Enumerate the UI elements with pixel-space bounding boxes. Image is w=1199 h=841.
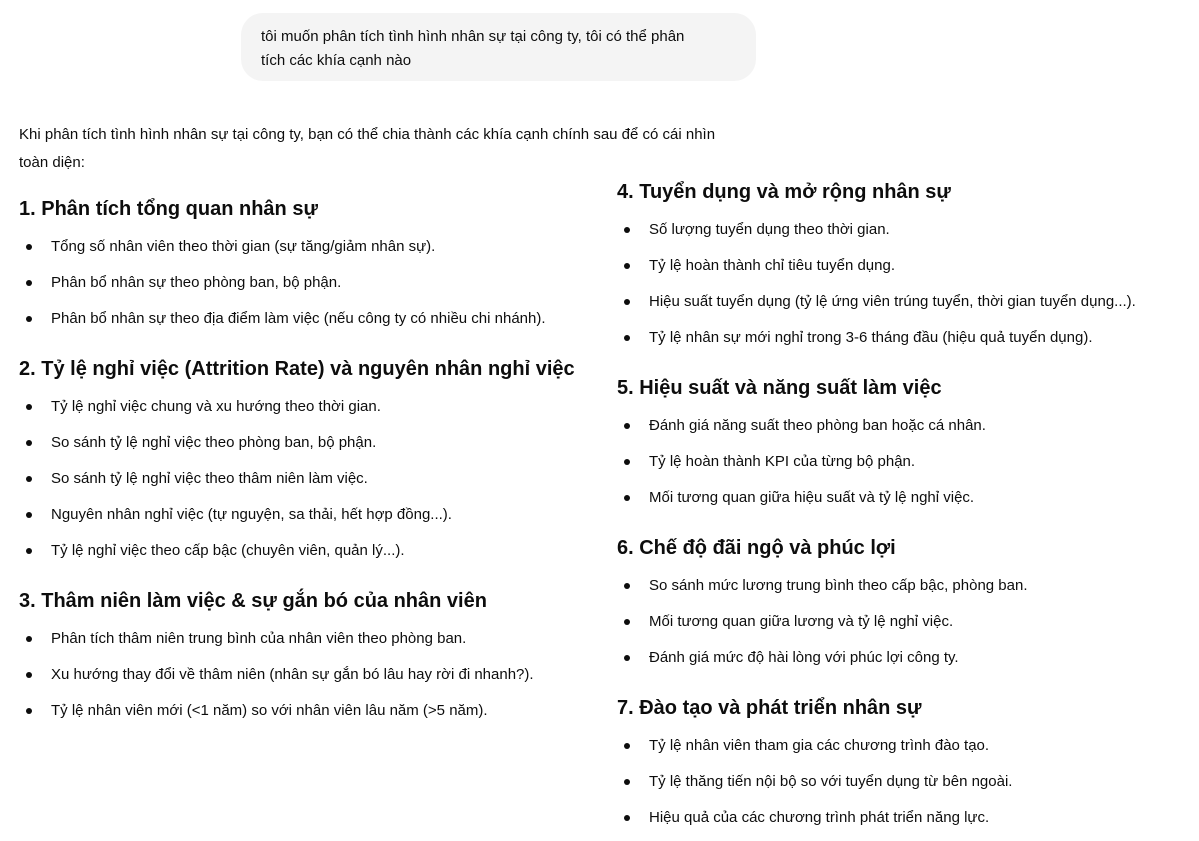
list-item-text: Tỷ lệ nhân sự mới nghỉ trong 3-6 tháng đầu (hiệu quả tuyển dụng). (649, 329, 1093, 346)
bullet-list (617, 728, 1012, 836)
list-item-text: Tỷ lệ nhân viên tham gia các chương trình đào tạo. (649, 737, 990, 754)
list-item (617, 408, 986, 444)
list-item-text: So sánh mức lương trung bình theo cấp bậc, phòng ban. (649, 577, 1028, 594)
bullet-icon (26, 280, 32, 286)
section-heading: 3. Thâm niên làm việc & sự gắn bó của nhân viên (19, 590, 487, 612)
bullet-icon (26, 476, 32, 482)
bullet-icon (624, 619, 630, 625)
list-item (19, 229, 546, 265)
section-heading: 4. Tuyển dụng và mở rộng nhân sự (617, 181, 951, 203)
bullet-icon (26, 316, 32, 322)
list-item-text: Hiệu quả của các chương trình phát triển năng lực. (649, 809, 990, 826)
section-benefits (617, 535, 1028, 676)
list-item (19, 461, 575, 497)
section-performance (617, 375, 986, 516)
bullet-list (617, 568, 1028, 676)
intro-line: toàn diện: (19, 154, 85, 171)
list-item (19, 425, 575, 461)
list-item (617, 480, 986, 516)
list-item (19, 265, 546, 301)
list-item (617, 248, 1136, 284)
user-message-line: tôi muốn phân tích tình hình nhân sự tại công ty, tôi có thể phân (261, 28, 685, 45)
list-item (617, 212, 1136, 248)
section-heading: 6. Chế độ đãi ngộ và phúc lợi (617, 537, 896, 559)
bullet-icon (26, 548, 32, 554)
response-intro (19, 121, 779, 177)
bullet-icon (624, 459, 630, 465)
list-item-text: So sánh tỷ lệ nghỉ việc theo phòng ban, bộ phận. (51, 434, 377, 451)
bullet-icon (26, 404, 32, 410)
user-message-line: tích các khía cạnh nào (261, 52, 412, 69)
list-item-text: Phân bổ nhân sự theo phòng ban, bộ phận. (51, 274, 342, 291)
bullet-list (617, 408, 986, 516)
bullet-icon (624, 779, 630, 785)
bullet-icon (26, 512, 32, 518)
list-item (19, 693, 534, 729)
bullet-list (19, 229, 546, 337)
list-item-text: Tỷ lệ hoàn thành chỉ tiêu tuyển dụng. (649, 257, 896, 274)
list-item-text: Mối tương quan giữa hiệu suất và tỷ lệ nghỉ việc. (649, 489, 975, 506)
list-item (617, 444, 986, 480)
list-item (19, 533, 575, 569)
bullet-icon (624, 227, 630, 233)
section-attrition (19, 356, 575, 569)
list-item-text: Hiệu suất tuyển dụng (tỷ lệ ứng viên trúng tuyển, thời gian tuyển dụng...). (649, 293, 1136, 310)
section-heading: 7. Đào tạo và phát triển nhân sự (617, 697, 922, 719)
intro-line: Khi phân tích tình hình nhân sự tại công ty, bạn có thể chia thành các khía cạnh chính sau để có cái nhìn (19, 126, 716, 143)
bullet-icon (624, 495, 630, 501)
bullet-list (19, 621, 534, 729)
list-item-text: Mối tương quan giữa lương và tỷ lệ nghỉ việc. (649, 613, 954, 630)
section-training (617, 695, 1012, 836)
list-item (19, 389, 575, 425)
list-item-text: Nguyên nhân nghỉ việc (tự nguyện, sa thải, hết hợp đồng...). (51, 506, 452, 523)
bullet-icon (26, 440, 32, 446)
list-item (617, 284, 1136, 320)
bullet-icon (624, 423, 630, 429)
list-item-text: So sánh tỷ lệ nghỉ việc theo thâm niên làm việc. (51, 470, 368, 487)
list-item-text: Tỷ lệ nhân viên mới (<1 năm) so với nhân viên lâu năm (>5 năm). (51, 702, 488, 719)
list-item-text: Phân tích thâm niên trung bình của nhân viên theo phòng ban. (51, 630, 467, 647)
list-item-text: Số lượng tuyển dụng theo thời gian. (649, 221, 890, 238)
bullet-icon (26, 636, 32, 642)
section-recruitment (617, 179, 1136, 356)
list-item (617, 728, 1012, 764)
list-item-text: Đánh giá mức độ hài lòng với phúc lợi công ty. (649, 649, 959, 666)
bullet-icon (624, 299, 630, 305)
bullet-list (19, 389, 575, 569)
list-item-text: Tỷ lệ nghỉ việc theo cấp bậc (chuyên viên, quản lý...). (51, 542, 405, 559)
list-item (19, 497, 575, 533)
list-item (617, 800, 1012, 836)
bullet-icon (624, 583, 630, 589)
bullet-list (617, 212, 1136, 356)
bullet-icon (26, 244, 32, 250)
bullet-icon (26, 708, 32, 714)
section-heading: 2. Tỷ lệ nghỉ việc (Attrition Rate) và nguyên nhân nghỉ việc (19, 358, 575, 380)
list-item-text: Xu hướng thay đổi về thâm niên (nhân sự gắn bó lâu hay rời đi nhanh?). (51, 666, 534, 683)
bullet-icon (624, 815, 630, 821)
section-heading: 5. Hiệu suất và năng suất làm việc (617, 377, 942, 399)
list-item (617, 604, 1028, 640)
bullet-icon (624, 335, 630, 341)
bullet-icon (26, 672, 32, 678)
list-item-text: Tỷ lệ nghỉ việc chung và xu hướng theo thời gian. (51, 398, 381, 415)
list-item-text: Đánh giá năng suất theo phòng ban hoặc cá nhân. (649, 417, 986, 434)
section-overview (19, 196, 546, 337)
bullet-icon (624, 743, 630, 749)
section-seniority (19, 588, 534, 729)
list-item (19, 657, 534, 693)
list-item-text: Tỷ lệ hoàn thành KPI của từng bộ phận. (649, 453, 916, 470)
list-item (617, 640, 1028, 676)
list-item-text: Phân bổ nhân sự theo địa điểm làm việc (nếu công ty có nhiều chi nhánh). (51, 310, 546, 327)
list-item (617, 764, 1012, 800)
user-message-bubble (241, 13, 756, 81)
section-heading: 1. Phân tích tổng quan nhân sự (19, 198, 318, 220)
list-item-text: Tỷ lệ thăng tiến nội bộ so với tuyển dụng từ bên ngoài. (649, 773, 1013, 790)
list-item (617, 320, 1136, 356)
list-item (19, 621, 534, 657)
list-item (19, 301, 546, 337)
bullet-icon (624, 263, 630, 269)
list-item (617, 568, 1028, 604)
list-item-text: Tổng số nhân viên theo thời gian (sự tăng/giảm nhân sự). (51, 238, 436, 255)
bullet-icon (624, 655, 630, 661)
